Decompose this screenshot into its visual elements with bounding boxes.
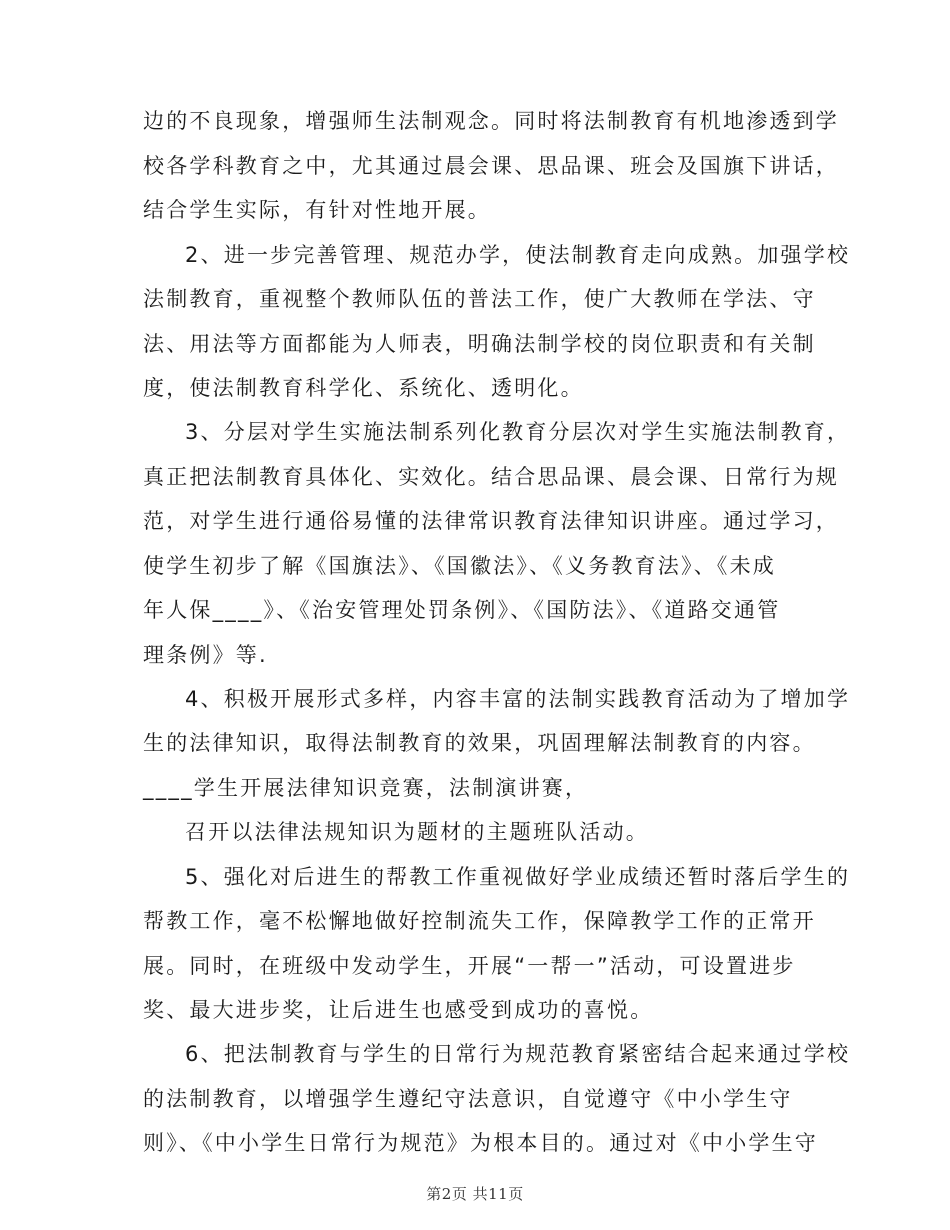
- text-line: 4、积极开展形式多样，内容丰富的法制实践教育活动为了增加学: [185, 687, 851, 711]
- text-line: 的法制教育，以增强学生遵纪守法意识，自觉遵守《中小学生守: [143, 1087, 793, 1111]
- text-line: 召开以法律法规知识为题材的主题班队活动。: [185, 820, 649, 844]
- text-line: 使学生初步了解《国旗法》、《国徽法》、《义务教育法》、《未成: [143, 554, 776, 578]
- text-line: 帮教工作，毫不松懈地做好控制流失工作，保障教学工作的正常开: [143, 909, 816, 933]
- page-number: 第2页 共11页: [426, 1185, 524, 1203]
- text-line: 奖、最大进步奖，让后进生也感受到成功的喜悦。: [143, 998, 654, 1022]
- text-line: 则》、《中小学生日常行为规范》为根本目的。通过对《中小学生守: [143, 1131, 818, 1155]
- text-line: 5、强化对后进生的帮教工作重视做好学业成绩还暂时落后学生的: [185, 865, 851, 889]
- text-line: 6、把法制教育与学生的日常行为规范教育紧密结合起来通过学校: [185, 1042, 851, 1066]
- text-line: 年人保____》、《治安管理处罚条例》、《国防法》、《道路交通管: [143, 598, 781, 622]
- text-line: 校各学科教育之中，尤其通过晨会课、思品课、班会及国旗下讲话，: [143, 154, 839, 178]
- text-line: 真正把法制教育具体化、实效化。结合思品课、晨会课、日常行为规: [143, 465, 839, 489]
- text-line: 法制教育，重视整个教师队伍的普法工作，使广大教师在学法、守: [143, 287, 816, 311]
- text-line: 边的不良现象，增强师生法制观念。同时将法制教育有机地渗透到学: [143, 109, 839, 133]
- text-line: 度，使法制教育科学化、系统化、透明化。: [143, 376, 584, 400]
- text-line: 范，对学生进行通俗易懂的法律常识教育法律知识讲座。通过学习，: [143, 509, 839, 533]
- text-line: ____学生开展法律知识竞赛，法制演讲赛，: [143, 776, 589, 800]
- text-line: 结合学生实际，有针对性地开展。: [143, 198, 491, 222]
- text-line: 理条例》等.: [143, 643, 268, 667]
- text-line: 展。同时，在班级中发动学生，开展“一帮一”活动，可设置进步: [143, 954, 796, 978]
- text-line: 法、用法等方面都能为人师表，明确法制学校的岗位职责和有关制: [143, 332, 816, 356]
- text-line: 3、分层对学生实施法制系列化教育分层次对学生实施法制教育，: [185, 420, 851, 444]
- text-line: 2、进一步完善管理、规范办学，使法制教育走向成熟。加强学校: [185, 243, 851, 267]
- text-line: 生的法律知识，取得法制教育的效果，巩固理解法制教育的内容。: [143, 731, 816, 755]
